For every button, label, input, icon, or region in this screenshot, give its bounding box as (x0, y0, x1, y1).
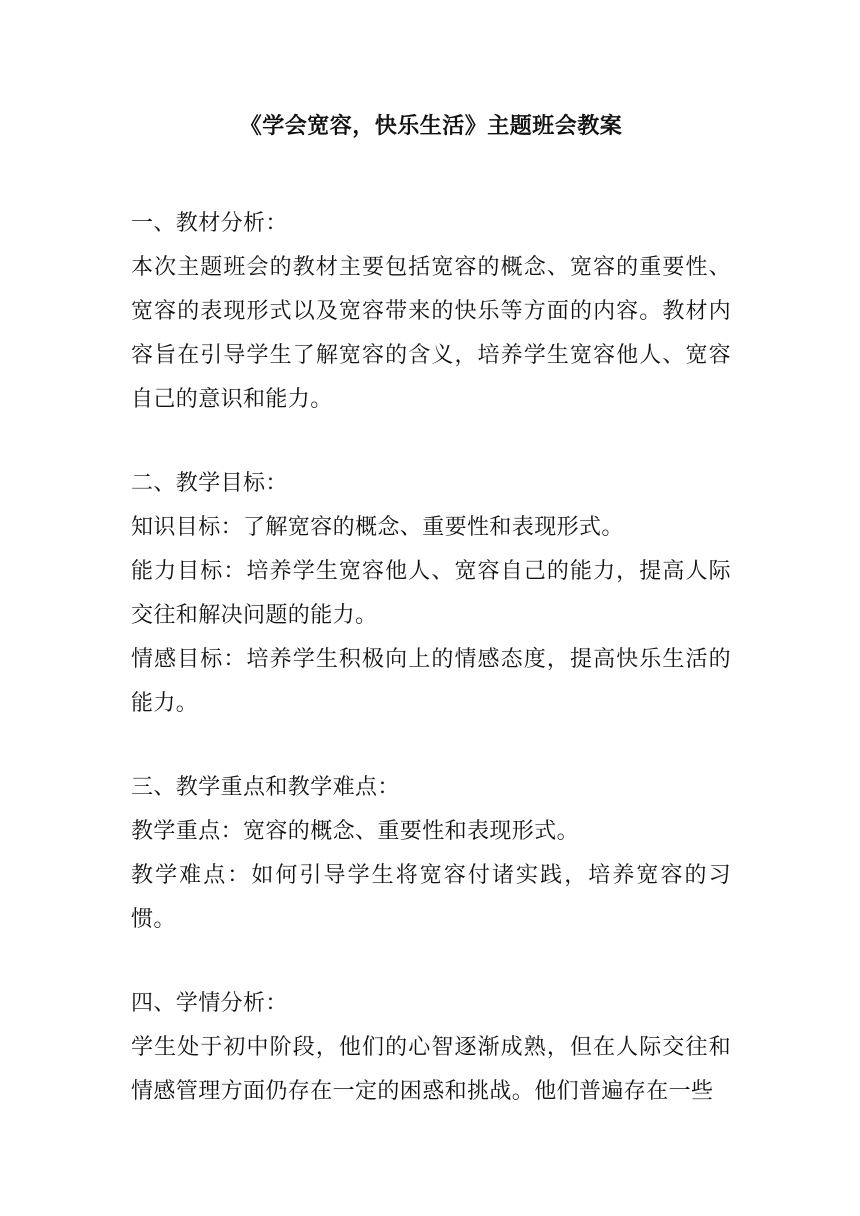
section-paragraph: 教学重点：宽容的概念、重要性和表现形式。 (131, 819, 580, 844)
section-key-and-difficult-points (131, 766, 731, 942)
document-title: 《学会宽容，快乐生活》主题班会教案 (239, 113, 623, 139)
section-paragraph: 学生处于初中阶段，他们的心智逐渐成熟，但在人际交往和情感管理方面仍存在一定的困惑和挑战。他们普遍存在一些 (131, 1035, 731, 1104)
section-paragraph: 本次主题班会的教材主要包括宽容的概念、宽容的重要性、宽容的表现形式以及宽容带来的快乐等方面的内容。教材内容旨在引导学生了解宽容的含义，培养学生宽容他人、宽容自己的意识和能力。 (131, 255, 731, 412)
section-paragraph: 情感目标：培养学生积极向上的情感态度，提高快乐生活的能力。 (131, 647, 731, 716)
section-student-analysis (131, 982, 731, 1114)
section-textbook-analysis (131, 202, 731, 422)
section-heading: 二、教学目标： (131, 471, 288, 496)
section-heading: 四、学情分析： (131, 991, 288, 1016)
section-heading: 一、教材分析： (131, 211, 288, 236)
section-paragraph: 能力目标：培养学生宽容他人、宽容自己的能力，提高人际交往和解决问题的能力。 (131, 559, 731, 628)
section-paragraph: 教学难点：如何引导学生将宽容付诸实践，培养宽容的习惯。 (131, 863, 731, 932)
document-body (131, 106, 731, 1114)
section-paragraph: 知识目标：了解宽容的概念、重要性和表现形式。 (131, 515, 624, 540)
section-teaching-goals (131, 462, 731, 726)
section-heading: 三、教学重点和教学难点： (131, 775, 400, 800)
